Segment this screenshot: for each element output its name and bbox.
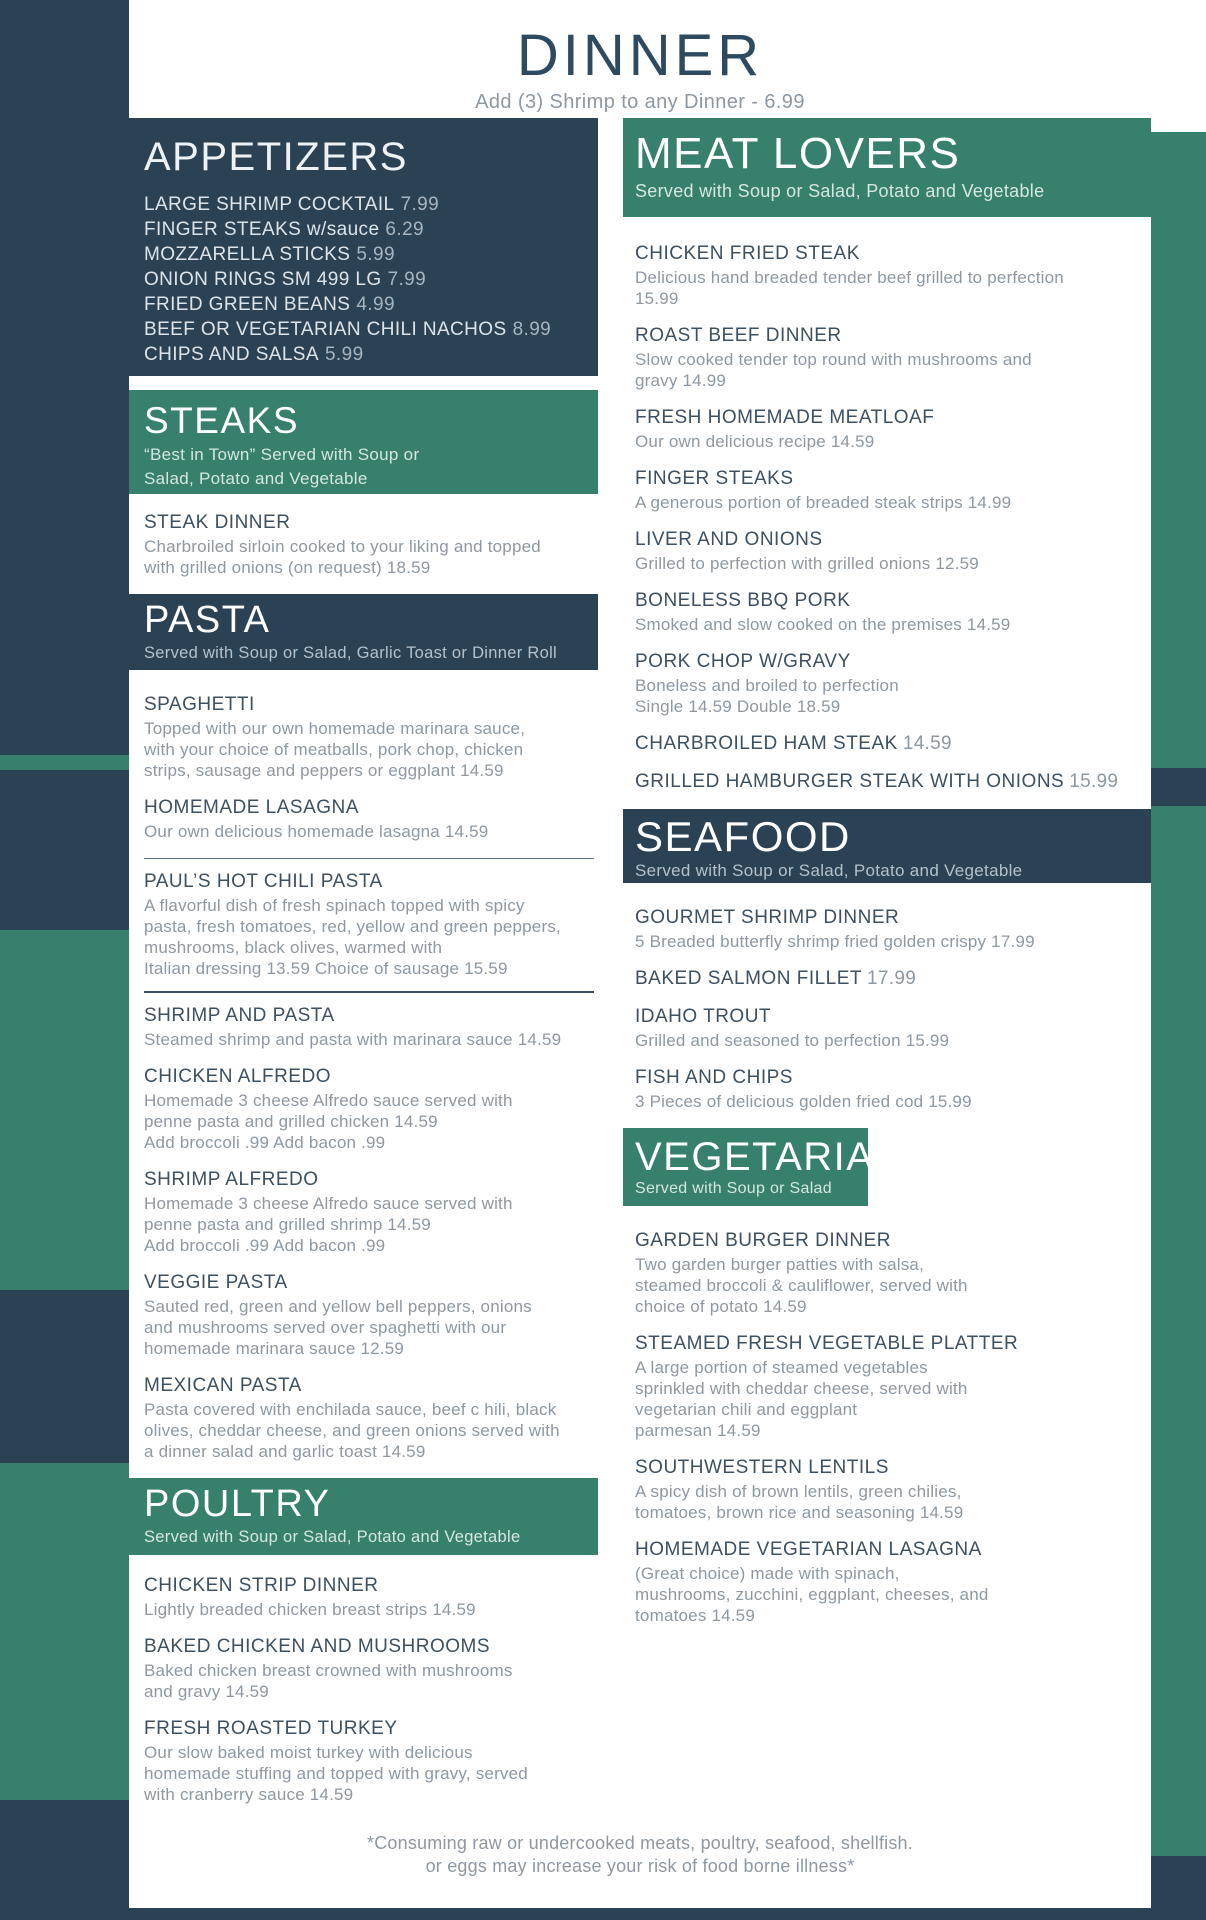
- left-column: [129, 118, 598, 1821]
- item-name: SPAGHETTI: [144, 694, 255, 715]
- item-price: 7.99: [387, 269, 427, 290]
- item-name: BAKED CHICKEN AND MUSHROOMS: [144, 1636, 491, 1657]
- section-appetizers: [129, 118, 598, 376]
- section-subtitle-steaks-line2: Salad, Potato and Vegetable: [144, 468, 368, 488]
- item-name: FINGER STEAKS: [635, 468, 794, 489]
- menu-item: [144, 858, 594, 993]
- item-description-line: A generous portion of breaded steak strips 14.99: [635, 493, 1012, 512]
- menu-item: [635, 407, 1147, 452]
- item-description-line: Our own delicious homemade lasagna 14.59: [144, 822, 489, 841]
- menu-item: [144, 512, 594, 578]
- left-strip-teal-sliver: [0, 755, 130, 770]
- item-description: [144, 1660, 594, 1702]
- item-price: 17.99: [867, 968, 917, 989]
- menu-item: [144, 242, 582, 267]
- section-title-steaks: STEAKS: [144, 400, 299, 441]
- item-name: FRESH HOMEMADE MEATLOAF: [635, 407, 935, 428]
- section-vegetarian-header: [623, 1128, 905, 1206]
- seafood-items: [623, 883, 1151, 1112]
- item-name: FINGER STEAKS w/sauce: [144, 219, 380, 240]
- menu-item: [635, 1230, 1147, 1317]
- item-name: GARDEN BURGER DINNER: [635, 1230, 891, 1251]
- item-description: [635, 1481, 1147, 1523]
- item-name-line: [635, 1539, 1147, 1561]
- item-description: [635, 1030, 1147, 1051]
- menu-item: [635, 1457, 1147, 1523]
- left-strip-navy-bottom: [0, 1800, 130, 1920]
- item-name: CHICKEN ALFREDO: [144, 1066, 331, 1087]
- item-name: CHIPS AND SALSA: [144, 344, 319, 365]
- item-name: SOUTHWESTERN LENTILS: [635, 1457, 889, 1478]
- menu-item: [635, 1333, 1147, 1441]
- item-description: [635, 931, 1147, 952]
- item-description-line: penne pasta and grilled shrimp 14.59: [144, 1215, 431, 1234]
- item-description-line: gravy 14.99: [635, 371, 727, 390]
- menu-item: [635, 325, 1147, 391]
- item-description: [635, 492, 1147, 513]
- item-name: LIVER AND ONIONS: [635, 529, 823, 550]
- item-description-line: sprinkled with cheddar cheese, served with: [635, 1379, 968, 1398]
- section-title-vegetarian: VEGETARIAN: [635, 1135, 905, 1179]
- menu-item: [144, 1005, 594, 1050]
- item-name: HOMEMADE VEGETARIAN LASAGNA: [635, 1539, 982, 1560]
- item-price: 5.99: [324, 344, 364, 365]
- item-description-line: Topped with our own homemade marinara sauce,: [144, 719, 526, 738]
- item-description-line: Pasta covered with enchilada sauce, beef c hili, black: [144, 1400, 557, 1419]
- menu-item: [144, 1272, 594, 1359]
- item-description-line: Homemade 3 cheese Alfredo sauce served with: [144, 1091, 513, 1110]
- item-description: [635, 349, 1147, 391]
- poultry-items: [129, 1555, 598, 1805]
- pasta-items: [129, 670, 598, 1462]
- item-name-line: [635, 771, 1147, 793]
- item-name-line: [144, 1575, 594, 1597]
- menu-header: [129, 23, 1151, 114]
- menu-item: [144, 292, 582, 317]
- item-description: [635, 431, 1147, 452]
- item-description: [144, 1399, 594, 1462]
- item-name-line: [635, 590, 1147, 612]
- item-name: HOMEMADE LASAGNA: [144, 797, 359, 818]
- section-title-poultry: POULTRY: [144, 1483, 331, 1525]
- item-description: [144, 1029, 594, 1050]
- item-price: 4.99: [356, 294, 395, 315]
- item-description-line: Sauted red, green and yellow bell peppers, onions: [144, 1297, 532, 1316]
- item-name: SHRIMP ALFREDO: [144, 1169, 319, 1190]
- item-description-line: 5 Breaded butterfly shrimp fried golden crispy 17.99: [635, 932, 1035, 951]
- item-description-line: a dinner salad and garlic toast 14.59: [144, 1442, 426, 1461]
- item-description-line: vegetarian chili and eggplant: [635, 1400, 858, 1419]
- item-name-line: [144, 871, 594, 893]
- item-description-line: Boneless and broiled to perfection: [635, 676, 899, 695]
- item-name: PORK CHOP W/GRAVY: [635, 651, 851, 672]
- menu-item: [144, 217, 582, 242]
- menu-item: [144, 1066, 594, 1153]
- item-description: [144, 895, 594, 979]
- item-description-line: A spicy dish of brown lentils, green chilies,: [635, 1482, 962, 1501]
- item-description-line: strips, sausage and peppers or eggplant 14.59: [144, 761, 504, 780]
- section-title-appetizers: APPETIZERS: [144, 135, 408, 179]
- section-subtitle-pasta: Served with Soup or Salad, Garlic Toast or Dinner Roll: [144, 643, 557, 662]
- item-price: 7.99: [400, 194, 440, 215]
- item-name: IDAHO TROUT: [635, 1006, 772, 1027]
- menu-item: [635, 468, 1147, 513]
- item-description: [635, 1254, 1147, 1317]
- item-name-line: [144, 1066, 594, 1088]
- item-description-line: homemade marinara sauce 12.59: [144, 1339, 405, 1358]
- menu-item: [144, 1636, 594, 1702]
- item-name-line: [144, 1636, 594, 1658]
- item-name-line: [635, 407, 1147, 429]
- item-description-line: homemade stuffing and topped with gravy, served: [144, 1764, 528, 1783]
- item-description-line: Add broccoli .99 Add bacon .99: [144, 1236, 386, 1255]
- menu-item: [144, 1375, 594, 1462]
- section-steaks-header: [129, 390, 598, 494]
- item-description: [635, 1563, 1147, 1626]
- page-subtitle: Add (3) Shrimp to any Dinner - 6.99: [475, 91, 805, 113]
- item-description: [144, 1090, 594, 1153]
- item-name: PAUL’S HOT CHILI PASTA: [144, 871, 383, 892]
- item-description: [144, 1296, 594, 1359]
- item-description-line: tomatoes 14.59: [635, 1606, 755, 1625]
- menu-item: [144, 192, 582, 217]
- item-price: 5.99: [356, 244, 395, 265]
- item-description-line: A large portion of steamed vegetables: [635, 1358, 928, 1377]
- item-description-line: Grilled and seasoned to perfection 15.99: [635, 1031, 950, 1050]
- item-description-line: Delicious hand breaded tender beef grilled to perfection: [635, 268, 1064, 287]
- item-name: CHARBROILED HAM STEAK: [635, 733, 898, 754]
- item-name: GOURMET SHRIMP DINNER: [635, 907, 900, 928]
- item-name-line: [144, 797, 594, 819]
- item-description-line: Homemade 3 cheese Alfredo sauce served with: [144, 1194, 513, 1213]
- item-description-line: Grilled to perfection with grilled onions 12.59: [635, 554, 979, 573]
- left-strip-navy-top: [0, 0, 130, 755]
- menu-item: [144, 694, 594, 781]
- item-description-line: mushrooms, black olives, warmed with: [144, 938, 443, 957]
- item-name-line: [635, 1067, 1147, 1089]
- item-description: [635, 1091, 1147, 1112]
- section-seafood-header: [623, 809, 1151, 883]
- item-name: BEEF OR VEGETARIAN CHILI NACHOS: [144, 319, 507, 340]
- item-description-line: and mushrooms served over spaghetti with our: [144, 1318, 507, 1337]
- item-description-line: penne pasta and grilled chicken 14.59: [144, 1112, 438, 1131]
- item-description: [635, 675, 1147, 717]
- item-name-line: [635, 1006, 1147, 1028]
- item-description: [144, 536, 594, 578]
- section-subtitle-poultry: Served with Soup or Salad, Potato and Vegetable: [144, 1527, 521, 1546]
- section-title-seafood: SEAFOOD: [635, 813, 851, 860]
- appetizers-list: [144, 192, 582, 367]
- menu-item: [635, 771, 1147, 793]
- steaks-items: [129, 494, 598, 578]
- item-name-line: [635, 1333, 1147, 1355]
- bottom-bar: [0, 1908, 1206, 1920]
- menu-item: [144, 267, 582, 292]
- menu-item: [144, 1718, 594, 1805]
- item-name: CHICKEN FRIED STEAK: [635, 243, 860, 264]
- item-name: VEGGIE PASTA: [144, 1272, 288, 1293]
- item-description-line: Slow cooked tender top round with mushrooms and: [635, 350, 1032, 369]
- item-description-line: Lightly breaded chicken breast strips 14.59: [144, 1600, 476, 1619]
- right-column: [623, 118, 1151, 1642]
- right-strip-teal: [1151, 132, 1206, 1856]
- item-name-line: [635, 968, 1147, 990]
- item-description-line: parmesan 14.59: [635, 1421, 761, 1440]
- left-strip-teal-3: [0, 1463, 130, 1800]
- menu-item: [144, 1169, 594, 1256]
- menu-item: [635, 243, 1147, 309]
- section-subtitle-steaks-line1: “Best in Town” Served with Soup or: [144, 444, 420, 464]
- menu-item: [635, 529, 1147, 574]
- menu-item: [144, 1575, 594, 1620]
- item-name-line: [635, 651, 1147, 673]
- footer-disclaimer-line1: *Consuming raw or undercooked meats, poultry, seafood, shellfish.: [367, 1833, 913, 1853]
- item-description-line: Steamed shrimp and pasta with marinara sauce 14.59: [144, 1030, 562, 1049]
- section-pasta-header: [129, 594, 598, 670]
- item-description-line: with cranberry sauce 14.59: [144, 1785, 354, 1804]
- item-description-line: 3 Pieces of delicious golden fried cod 15.99: [635, 1092, 972, 1111]
- item-name: ROAST BEEF DINNER: [635, 325, 842, 346]
- footer-disclaimer-line2: or eggs may increase your risk of food borne illness*: [425, 1856, 855, 1876]
- item-price: 6.29: [385, 219, 425, 240]
- page-background-corner: [1151, 0, 1206, 132]
- menu-item: [144, 317, 582, 342]
- item-price: 14.59: [902, 733, 952, 754]
- menu-item: [635, 1067, 1147, 1112]
- item-description-line: Italian dressing 13.59 Choice of sausage 15.59: [144, 959, 508, 978]
- item-description: [635, 553, 1147, 574]
- menu-item: [144, 797, 594, 842]
- item-name: FISH AND CHIPS: [635, 1067, 793, 1088]
- item-name: FRIED GREEN BEANS: [144, 294, 351, 315]
- item-name-line: [635, 733, 1147, 755]
- item-name-line: [144, 1005, 594, 1027]
- section-title-pasta: PASTA: [144, 599, 271, 641]
- item-name: MEXICAN PASTA: [144, 1375, 302, 1396]
- item-description-line: Charbroiled sirloin cooked to your liking and topped: [144, 537, 541, 556]
- menu-item: [144, 342, 582, 367]
- item-name-line: [635, 468, 1147, 490]
- item-name-line: [635, 325, 1147, 347]
- item-price: 8.99: [512, 319, 552, 340]
- item-description: [635, 267, 1147, 309]
- item-name: CHICKEN STRIP DINNER: [144, 1575, 379, 1596]
- item-description: [144, 821, 594, 842]
- item-name-line: [144, 512, 594, 534]
- menu-item: [635, 733, 1147, 755]
- item-name: BONELESS BBQ PORK: [635, 590, 851, 611]
- item-name-line: [144, 1375, 594, 1397]
- item-description-line: 15.99: [635, 289, 679, 308]
- item-description-line: Add broccoli .99 Add bacon .99: [144, 1133, 386, 1152]
- item-description: [144, 1193, 594, 1256]
- item-name-line: [144, 1718, 594, 1740]
- section-title-meat-lovers: MEAT LOVERS: [635, 129, 961, 178]
- item-description-line: Two garden burger patties with salsa,: [635, 1255, 924, 1274]
- item-name-line: [635, 529, 1147, 551]
- item-description-line: A flavorful dish of fresh spinach topped with spicy: [144, 896, 525, 915]
- item-description: [144, 718, 594, 781]
- item-description-line: choice of potato 14.59: [635, 1297, 807, 1316]
- menu-item: [635, 1006, 1147, 1051]
- item-price: 15.99: [1069, 771, 1119, 792]
- menu-item: [635, 968, 1147, 990]
- item-name-line: [144, 694, 594, 716]
- item-description-line: steamed broccoli & cauliflower, served with: [635, 1276, 968, 1295]
- item-description-line: olives, cheddar cheese, and green onions served with: [144, 1421, 560, 1440]
- menu-item: [635, 590, 1147, 635]
- left-strip-navy-3: [0, 1290, 130, 1463]
- item-description-line: and gravy 14.59: [144, 1682, 269, 1701]
- item-name: FRESH ROASTED TURKEY: [144, 1718, 398, 1739]
- item-name-line: [635, 243, 1147, 265]
- item-name: MOZZARELLA STICKS: [144, 244, 351, 265]
- menu-item: [635, 651, 1147, 717]
- menu-item: [635, 907, 1147, 952]
- item-description: [144, 1742, 594, 1805]
- item-name: STEAMED FRESH VEGETABLE PLATTER: [635, 1333, 1019, 1354]
- section-poultry-header: [129, 1478, 598, 1555]
- vegetarian-items: [623, 1206, 1151, 1626]
- item-name-line: [635, 907, 1147, 929]
- section-subtitle-vegetarian: Served with Soup or Salad: [635, 1180, 832, 1197]
- item-description-line: Our slow baked moist turkey with delicious: [144, 1743, 473, 1762]
- item-description-line: with grilled onions (on request) 18.59: [144, 558, 431, 577]
- menu-item: [635, 1539, 1147, 1626]
- item-description: [635, 1357, 1147, 1441]
- page-title: DINNER: [516, 23, 764, 88]
- item-description-line: Single 14.59 Double 18.59: [635, 697, 841, 716]
- item-description-line: mushrooms, zucchini, eggplant, cheeses, and: [635, 1585, 989, 1604]
- item-name: GRILLED HAMBURGER STEAK WITH ONIONS: [635, 771, 1065, 792]
- item-name: STEAK DINNER: [144, 512, 291, 533]
- item-description: [635, 614, 1147, 635]
- right-strip-navy-block: [1151, 768, 1206, 806]
- item-description-line: Our own delicious recipe 14.59: [635, 432, 875, 451]
- item-name-line: [635, 1230, 1147, 1252]
- left-strip-teal-2: [0, 930, 130, 1290]
- item-description-line: pasta, fresh tomatoes, red, yellow and green peppers,: [144, 917, 561, 936]
- item-name: SHRIMP AND PASTA: [144, 1005, 335, 1026]
- item-description-line: Smoked and slow cooked on the premises 14.59: [635, 615, 1011, 634]
- item-name-line: [144, 1272, 594, 1294]
- item-description-line: Baked chicken breast crowned with mushrooms: [144, 1661, 513, 1680]
- item-description-line: with your choice of meatballs, pork chop, chicken: [144, 740, 524, 759]
- meat-lovers-items: [623, 217, 1151, 793]
- item-name: ONION RINGS SM 499 LG: [144, 269, 382, 290]
- item-name-line: [144, 1169, 594, 1191]
- footer-disclaimer: [129, 1832, 1151, 1878]
- left-strip-navy-2: [0, 770, 130, 930]
- item-description: [144, 1599, 594, 1620]
- item-description-line: (Great choice) made with spinach,: [635, 1564, 900, 1583]
- item-description-line: tomatoes, brown rice and seasoning 14.59: [635, 1503, 964, 1522]
- section-subtitle-seafood: Served with Soup or Salad, Potato and Vegetable: [635, 861, 1023, 881]
- item-name: LARGE SHRIMP COCKTAIL: [144, 194, 395, 215]
- item-name: BAKED SALMON FILLET: [635, 968, 863, 989]
- item-name-line: [635, 1457, 1147, 1479]
- section-subtitle-meat-lovers: Served with Soup or Salad, Potato and Vegetable: [635, 181, 1045, 202]
- section-meat-lovers-header: [623, 118, 1151, 217]
